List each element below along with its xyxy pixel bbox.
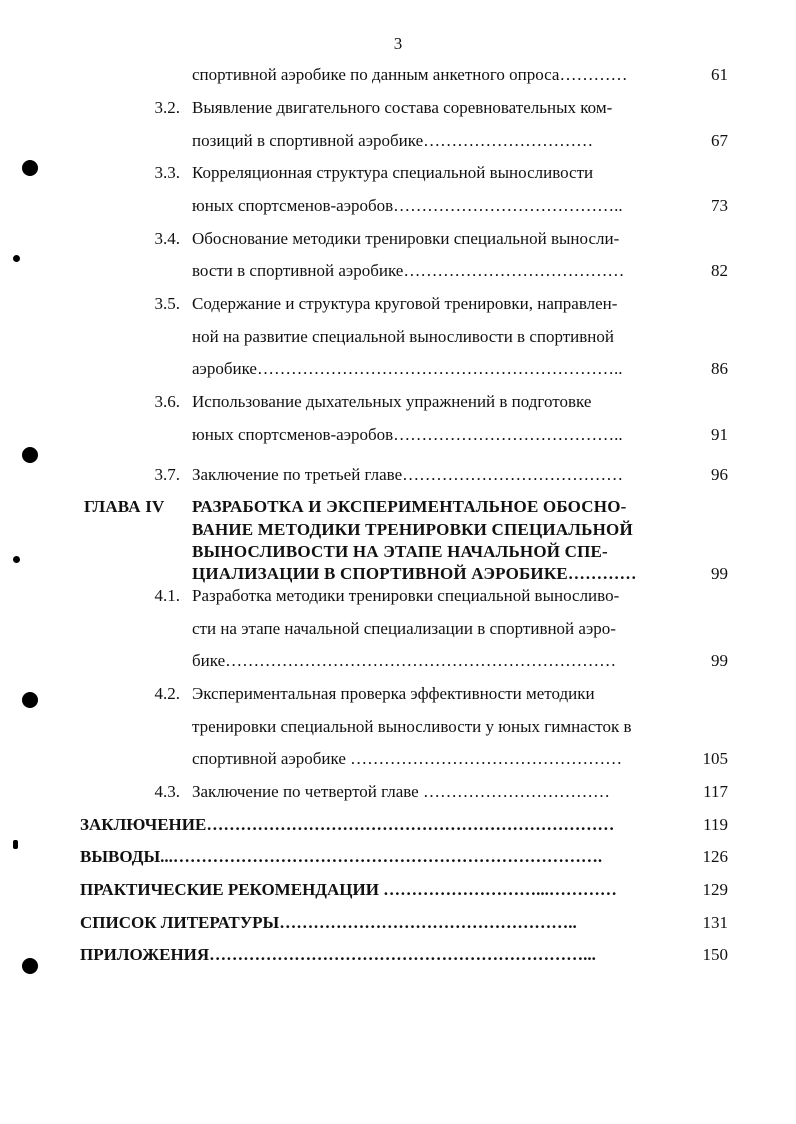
toc-entry-page: 117 (703, 782, 728, 801)
section-page: 126 (702, 847, 728, 866)
section-findings: ВЫВОДЫ...…………………………………………………………………. (80, 847, 603, 866)
chapter-title-line: ВАНИЕ МЕТОДИКИ ТРЕНИРОВКИ СПЕЦИАЛЬНОЙ (192, 520, 633, 539)
toc-entry-line: бике…………………………………………………………… (192, 651, 617, 670)
section-page: 119 (703, 815, 728, 834)
page-number: 3 (393, 34, 403, 53)
toc-entry-page: 73 (711, 196, 728, 215)
toc-entry-page: 105 (702, 749, 728, 768)
binding-hole-6 (13, 840, 18, 849)
toc-entry-number: 3.3. (154, 163, 180, 182)
toc-entry-line: Обоснование методики тренировки специальной выносли- (192, 229, 620, 248)
toc-entry-line: юных спортсменов-аэробов………………………………….. (192, 196, 623, 215)
binding-hole-2 (13, 255, 20, 262)
toc-entry-line: ной на развитие специальной выносливости в спортивной (192, 327, 615, 346)
chapter-title-line: ЦИАЛИЗАЦИИ В СПОРТИВНОЙ АЭРОБИКЕ………… (192, 564, 637, 583)
toc-entry-number: 3.7. (154, 465, 180, 484)
chapter-title-line: ВЫНОСЛИВОСТИ НА ЭТАПЕ НАЧАЛЬНОЙ СПЕ- (192, 542, 608, 561)
binding-hole-7 (22, 958, 38, 974)
binding-hole-4 (13, 556, 20, 563)
binding-hole-3 (22, 447, 38, 463)
toc-entry-line: спортивной аэробике ………………………………………… (192, 749, 623, 768)
toc-entry-number: 3.6. (154, 392, 180, 411)
toc-entry-line: вости в спортивной аэробике………………………………… (192, 261, 625, 280)
section-references: СПИСОК ЛИТЕРАТУРЫ…………………………………………….. (80, 913, 577, 932)
toc-entry-line: Корреляционная структура специальной выносливости (192, 163, 594, 182)
toc-entry-line: Содержание и структура круговой тренировки, направлен- (192, 294, 618, 313)
toc-entry-page: 61 (711, 65, 728, 84)
toc-entry-line: сти на этапе начальной специализации в спортивной аэро- (192, 619, 616, 638)
section-page: 129 (702, 880, 728, 899)
toc-entry-line: Экспериментальная проверка эффективности методики (192, 684, 595, 703)
section-page: 131 (702, 913, 728, 932)
toc-entry-line: тренировки специальной выносливости у юных гимнасток в (192, 717, 632, 736)
section-page: 150 (702, 945, 728, 964)
toc-entry-page: 99 (711, 651, 728, 670)
toc-entry-number: 4.1. (154, 586, 180, 605)
section-recommendations: ПРАКТИЧЕСКИЕ РЕКОМЕНДАЦИИ ………………………...………… (80, 880, 617, 899)
chapter-page: 99 (711, 564, 728, 583)
toc-entry-line: Использование дыхательных упражнений в подготовке (192, 392, 592, 411)
toc-entry-line: Заключение по четвертой главе …………………………… (192, 782, 610, 801)
toc-entry-number: 4.3. (154, 782, 180, 801)
section-appendices: ПРИЛОЖЕНИЯ…………………………………………………………... (80, 945, 596, 964)
toc-entry-page: 91 (711, 425, 728, 444)
chapter-title-line: РАЗРАБОТКА И ЭКСПЕРИМЕНТАЛЬНОЕ ОБОСНО- (192, 497, 627, 516)
toc-entry-page: 82 (711, 261, 728, 280)
binding-hole-1 (22, 160, 38, 176)
toc-entry-continued: спортивной аэробике по данным анкетного опроса………… (192, 65, 628, 84)
binding-hole-5 (22, 692, 38, 708)
toc-entry-line: аэробике……………………………………………………….. (192, 359, 623, 378)
toc-entry-line: Заключение по третьей главе………………………………… (192, 465, 624, 484)
toc-entry-number: 3.4. (154, 229, 180, 248)
toc-entry-line: Выявление двигательного состава соревновательных ком- (192, 98, 613, 117)
toc-entry-page: 86 (711, 359, 728, 378)
chapter-label: ГЛАВА IV (84, 497, 165, 516)
toc-entry-line: Разработка методики тренировки специальной выносливо- (192, 586, 620, 605)
toc-entry-page: 96 (711, 465, 728, 484)
section-conclusion: ЗАКЛЮЧЕНИЕ……………………………………………………………… (80, 815, 615, 834)
toc-entry-number: 4.2. (154, 684, 180, 703)
toc-entry-line: юных спортсменов-аэробов………………………………….. (192, 425, 623, 444)
toc-entry-line: позиций в спортивной аэробике………………………… (192, 131, 594, 150)
toc-entry-page: 67 (711, 131, 728, 150)
toc-entry-number: 3.2. (154, 98, 180, 117)
toc-entry-number: 3.5. (154, 294, 180, 313)
